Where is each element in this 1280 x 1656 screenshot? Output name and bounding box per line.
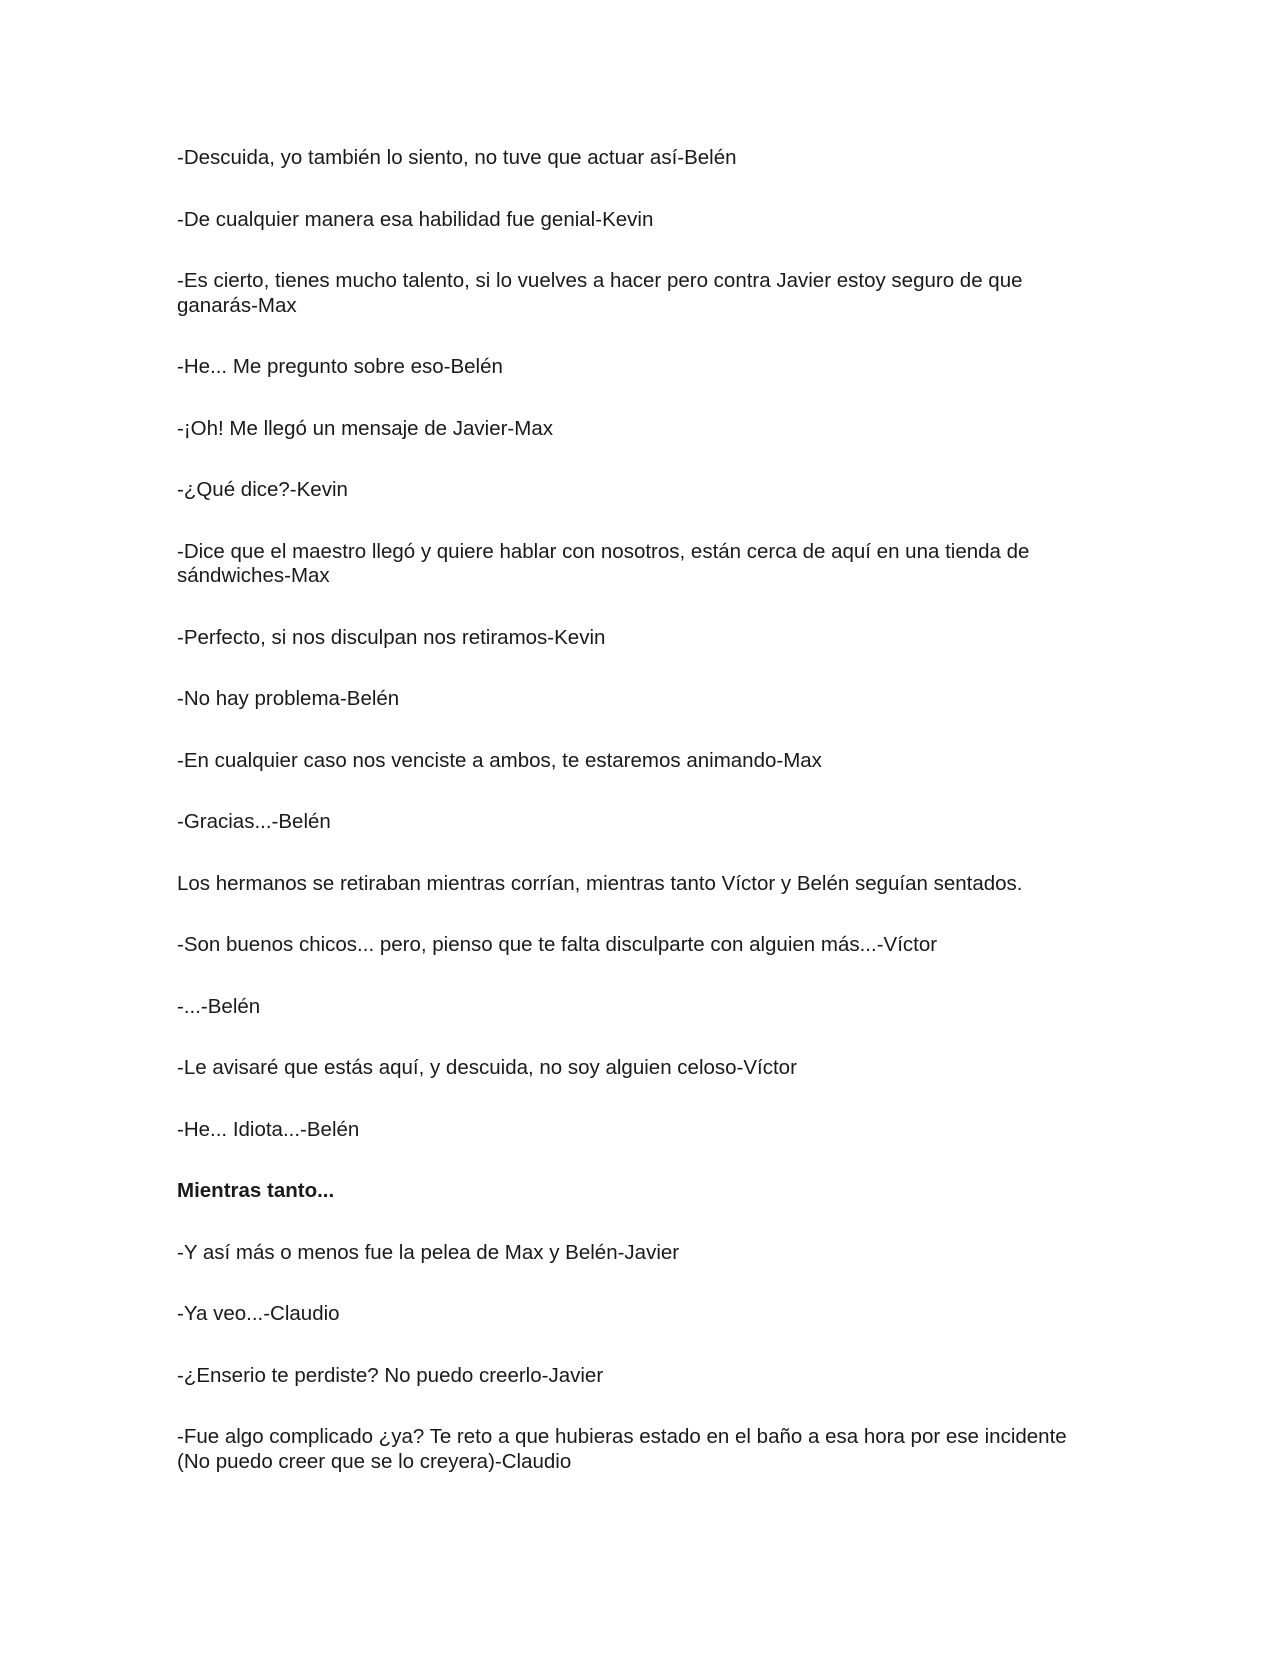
- document-body: [177, 146, 1102, 1511]
- dialogue-line: -No hay problema-Belén: [177, 687, 400, 710]
- dialogue-line: -¿Enserio te perdiste? No puedo creerlo-Javier: [177, 1363, 604, 1387]
- dialogue-line: -Son buenos chicos... pero, pienso que te falta disculparte con alguien más...-Víctor: [177, 933, 938, 956]
- scene-heading: Mientras tanto...: [177, 1179, 335, 1202]
- dialogue-line: -De cualquier manera esa habilidad fue genial-Kevin: [177, 207, 654, 231]
- dialogue-line: -...-Belén: [177, 994, 261, 1018]
- dialogue-line: -Y así más o menos fue la pelea de Max y Belén-Javier: [177, 1240, 680, 1264]
- dialogue-line: -Descuida, yo también lo siento, no tuve que actuar así-Belén: [177, 146, 737, 169]
- dialogue-line: -Le avisaré que estás aquí, y descuida, no soy alguien celoso-Víctor: [177, 1056, 797, 1079]
- dialogue-line: -¿Qué dice?-Kevin: [177, 478, 348, 501]
- dialogue-line: -He... Me pregunto sobre eso-Belén: [177, 355, 503, 378]
- dialogue-line: -Fue algo complicado ¿ya? Te reto a que hubieras estado en el baño a esa hora por ese incidente (No puedo creer que se lo creyera)-Claudio: [177, 1425, 1067, 1473]
- dialogue-line: -En cualquier caso nos venciste a ambos, te estaremos animando-Max: [177, 748, 822, 772]
- dialogue-line: -Gracias...-Belén: [177, 810, 331, 833]
- narration-line: Los hermanos se retiraban mientras corrían, mientras tanto Víctor y Belén seguían sentados.: [177, 871, 1023, 895]
- dialogue-line: -Es cierto, tienes mucho talento, si lo vuelves a hacer pero contra Javier estoy seguro de que ganarás-Max: [177, 269, 1023, 317]
- dialogue-line: -Ya veo...-Claudio: [177, 1302, 340, 1325]
- dialogue-line: -¡Oh! Me llegó un mensaje de Javier-Max: [177, 416, 553, 440]
- dialogue-line: -Dice que el maestro llegó y quiere hablar con nosotros, están cerca de aquí en una tienda de sándwiches-Max: [177, 539, 1030, 587]
- dialogue-line: -He... Idiota...-Belén: [177, 1117, 360, 1141]
- dialogue-line: -Perfecto, si nos disculpan nos retiramos-Kevin: [177, 625, 606, 649]
